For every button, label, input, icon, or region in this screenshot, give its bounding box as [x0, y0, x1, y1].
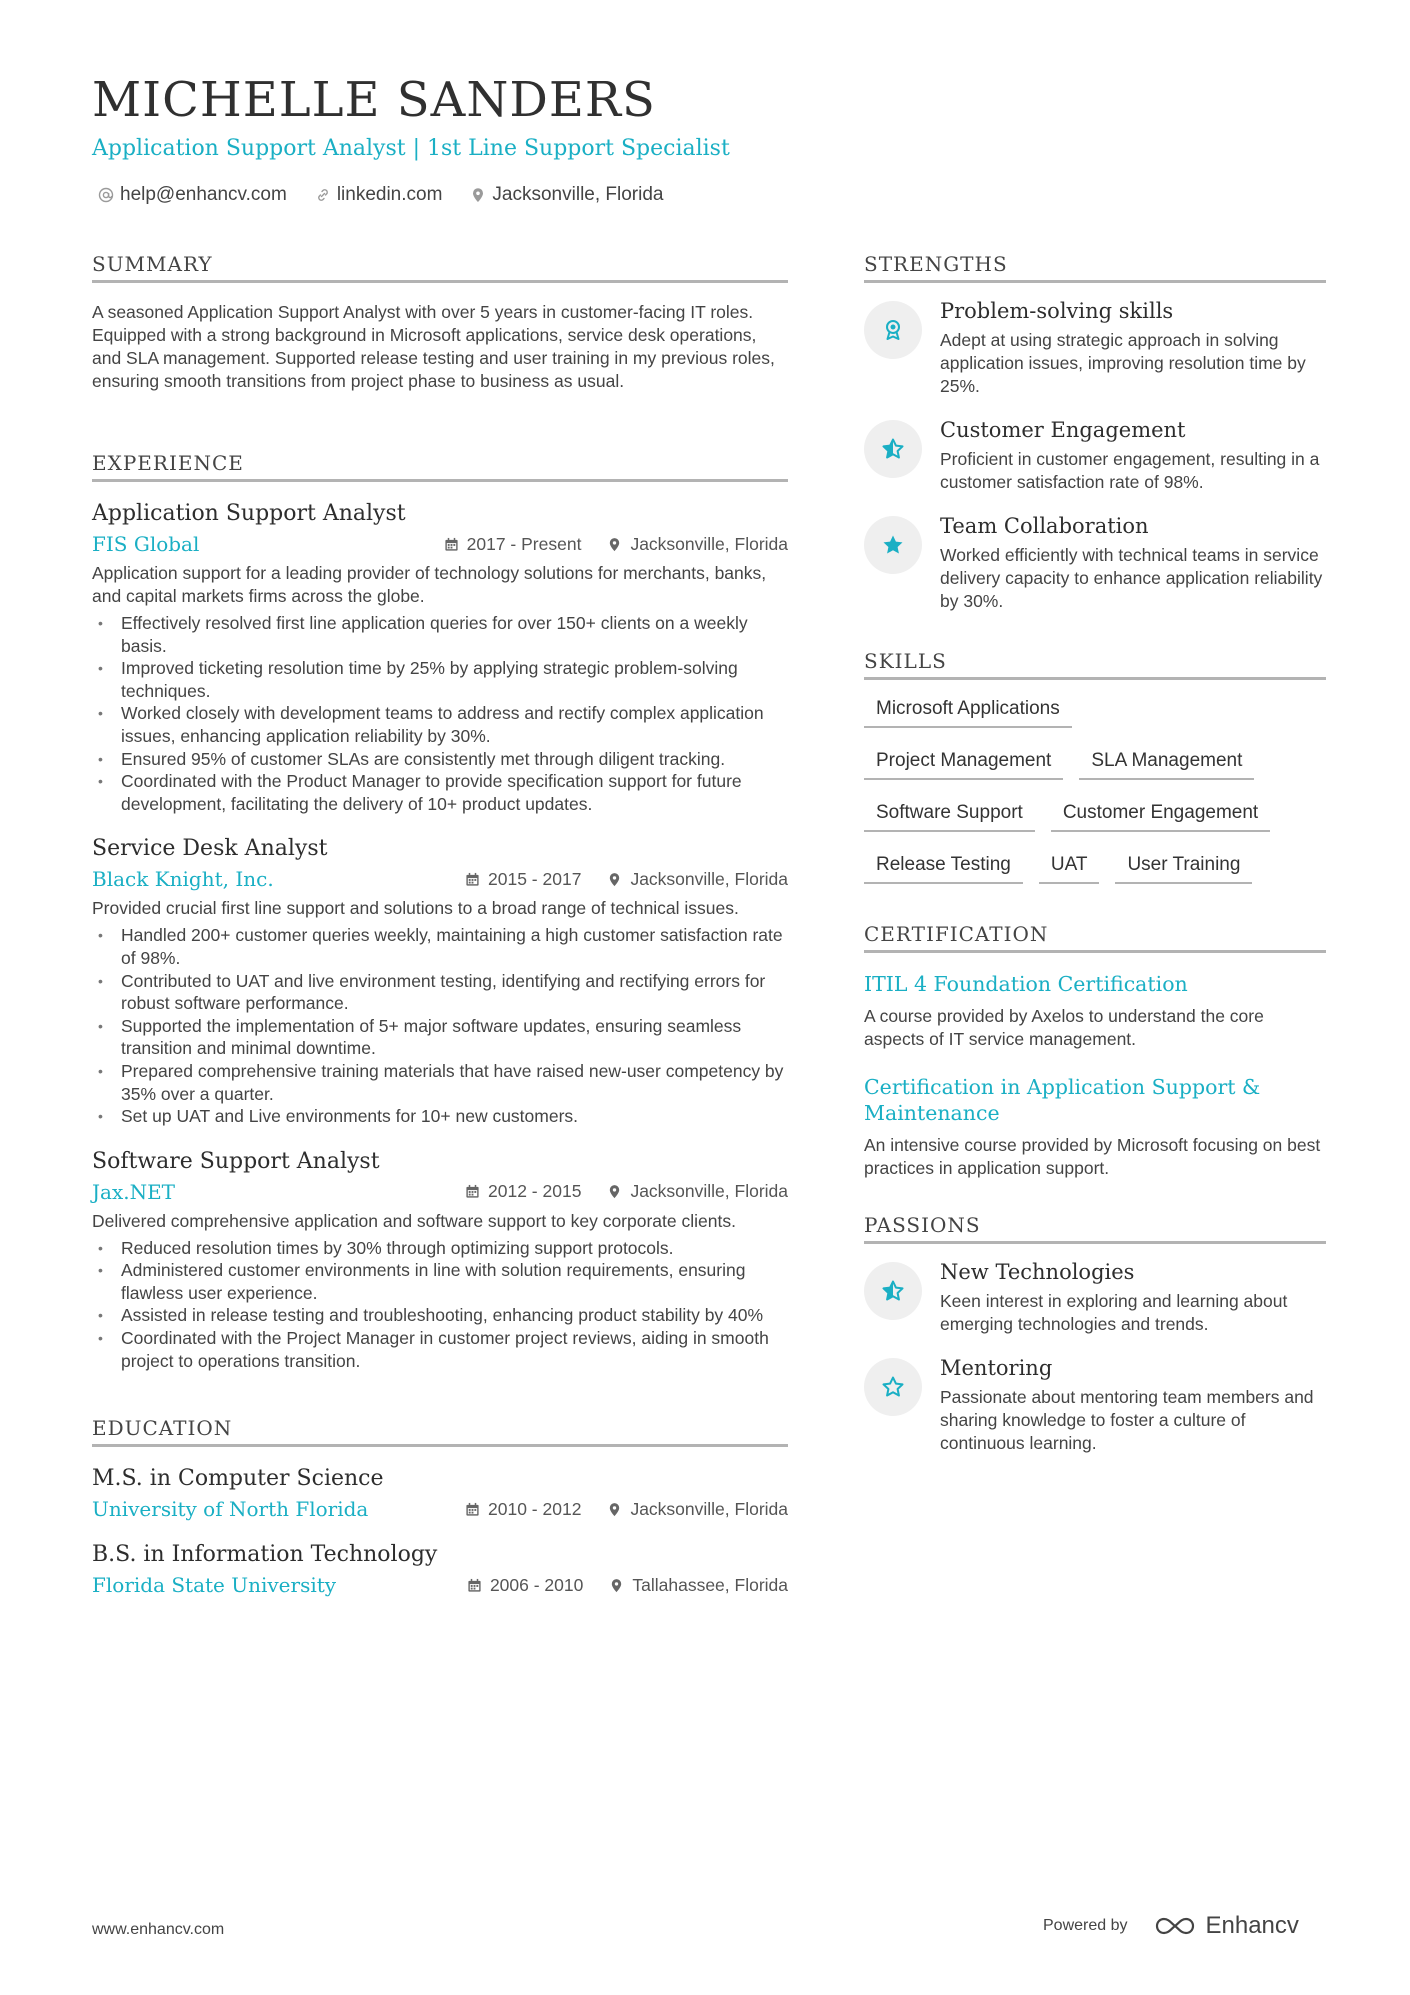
passion-title: Mentoring: [940, 1356, 1053, 1381]
enhancv-logo-text: Enhancv: [1205, 1912, 1299, 1939]
right-column: [864, 252, 1326, 1477]
star-half-icon: [881, 437, 905, 461]
education-dates: [467, 1575, 583, 1596]
company-name: FIS Global: [92, 532, 200, 556]
star-outline-icon: [881, 1375, 905, 1399]
job-entry: [92, 500, 788, 815]
job-title: Application Support Analyst: [92, 501, 406, 526]
skill-tag: UAT: [1039, 854, 1100, 884]
job-bullet: • Improved ticketing resolution time by 25% by applying strategic problem-solving techniques.: [92, 657, 788, 702]
certification-title: Certification in Application Support & Maintenance: [864, 1075, 1261, 1126]
strength-icon-badge: [864, 516, 922, 574]
certification-description: A course provided by Axelos to understand the core aspects of IT service management.: [864, 1006, 1264, 1049]
education-entry: [92, 1465, 788, 1521]
strength-description: Proficient in customer engagement, resulting in a customer satisfaction rate of 98%.: [940, 449, 1320, 492]
job-bullets: [92, 1237, 788, 1373]
strength-title: Problem-solving skills: [940, 299, 1174, 323]
job-bullet: • Prepared comprehensive training materials that have raised new-user competency by 35% over a quarter.: [92, 1060, 788, 1105]
link-icon: [315, 187, 331, 203]
contact-linkedin-text: linkedin.com: [336, 184, 443, 205]
calendar-icon: [444, 537, 459, 552]
certification-section: [864, 922, 1326, 1179]
job-bullets: [92, 924, 788, 1127]
location-pin-icon: [609, 1578, 624, 1593]
passions-section: [864, 1213, 1326, 1455]
job-dates-text: 2012 - 2015: [488, 1181, 582, 1202]
passion-title: New Technologies: [940, 1260, 1135, 1285]
job-title: Service Desk Analyst: [92, 836, 328, 862]
powered-by-label: Powered by: [1043, 1917, 1128, 1934]
strength-description: Worked efficiently with technical teams in service delivery capacity to enhance application reliability by 30%.: [940, 545, 1323, 611]
job-description: Delivered comprehensive application and software support to key corporate clients.: [92, 1210, 736, 1231]
job-dates: [465, 1181, 581, 1202]
degree-title: M.S. in Computer Science: [92, 1466, 384, 1492]
location-pin-icon: [607, 872, 622, 887]
passion-description: Keen interest in exploring and learning about emerging technologies and trends.: [940, 1291, 1288, 1335]
job-entry: [92, 835, 788, 1127]
job-location: [607, 869, 788, 890]
strength-item: [864, 516, 1326, 613]
summary-section: [92, 252, 788, 393]
summary-heading: SUMMARY: [92, 252, 788, 283]
contact-location: [470, 184, 663, 206]
certification-description: An intensive course provided by Microsoft focusing on best practices in application support.: [864, 1135, 1321, 1178]
skill-tag: Customer Engagement: [1051, 802, 1270, 832]
strength-item: [864, 301, 1326, 398]
certification-heading: CERTIFICATION: [864, 922, 1326, 953]
summary-text: A seasoned Application Support Analyst with over 5 years in customer-facing IT roles. Equipped with a strong background in Microsoft applications, service desk operations, and SLA management. Supported release testing and user training in my previous roles, ensuring smooth transitions from project phase to business as usual.: [92, 302, 775, 391]
location-pin-icon: [470, 187, 486, 203]
strength-icon-badge: [864, 420, 922, 478]
award-icon: [881, 318, 905, 342]
job-location: [607, 534, 788, 555]
job-location-text: Jacksonville, Florida: [630, 1181, 788, 1202]
job-bullet: • Reduced resolution times by 30% through optimizing support protocols.: [92, 1237, 788, 1260]
skill-tag: Project Management: [864, 750, 1063, 780]
strengths-heading: STRENGTHS: [864, 252, 1326, 283]
footer-branding: [1043, 1912, 1299, 1940]
certification-item: [864, 1074, 1326, 1179]
enhancv-logo-icon: [1152, 1914, 1198, 1938]
job-bullet: • Ensured 95% of customer SLAs are consistently met through diligent tracking.: [92, 748, 788, 771]
calendar-icon: [465, 1184, 480, 1199]
job-bullet: • Coordinated with the Product Manager to provide specification support for future development, facilitating the delivery of 10+ product updates.: [92, 770, 788, 815]
contact-email-text: help@enhancv.com: [120, 184, 287, 205]
job-entry: [92, 1148, 788, 1373]
education-heading: EDUCATION: [92, 1416, 788, 1447]
education-location-text: Jacksonville, Florida: [630, 1498, 788, 1519]
skills-section: [864, 649, 1326, 884]
company-name: Black Knight, Inc.: [92, 867, 274, 892]
skill-tag: SLA Management: [1079, 750, 1254, 780]
skill-tag: Release Testing: [864, 854, 1023, 884]
job-bullet: • Worked closely with development teams to address and rectify complex application issues, enhancing application reliability by 30%.: [92, 702, 788, 747]
education-location: [607, 1499, 788, 1520]
job-dates-text: 2017 - Present: [466, 533, 582, 554]
job-bullet: • Contributed to UAT and live environment testing, identifying and rectifying errors for robust software performance.: [92, 970, 788, 1015]
job-title: Software Support Analyst: [92, 1148, 380, 1174]
strength-item: [864, 420, 1326, 494]
skills-heading: SKILLS: [864, 649, 1326, 680]
contact-email[interactable]: [98, 184, 287, 206]
enhancv-logo[interactable]: [1152, 1912, 1299, 1940]
education-location: [609, 1575, 788, 1596]
education-dates-text: 2006 - 2010: [489, 1574, 584, 1595]
job-bullets: [92, 612, 788, 815]
passion-icon-badge: [864, 1262, 922, 1320]
star-half-icon: [881, 1279, 905, 1303]
job-location: [607, 1181, 788, 1202]
candidate-name: MICHELLE SANDERS: [92, 72, 656, 128]
degree-title: B.S. in Information Technology: [92, 1542, 438, 1568]
job-bullet: • Effectively resolved first line application queries for over 150+ clients on a weekly basis.: [92, 612, 788, 657]
left-column: [92, 252, 788, 1617]
contact-location-text: Jacksonville, Florida: [492, 184, 664, 205]
job-location-text: Jacksonville, Florida: [630, 533, 788, 554]
experience-section: [92, 451, 788, 1372]
strength-icon-badge: [864, 301, 922, 359]
job-bullet: • Administered customer environments in line with solution requirements, ensuring flawless user experience.: [92, 1259, 788, 1304]
footer-website-link[interactable]: www.enhancv.com: [92, 1921, 225, 1938]
calendar-icon: [465, 872, 480, 887]
job-bullet: • Handled 200+ customer queries weekly, maintaining a high customer satisfaction rate of 98%.: [92, 924, 788, 969]
calendar-icon: [467, 1578, 482, 1593]
location-pin-icon: [607, 1502, 622, 1517]
education-dates: [465, 1499, 581, 1520]
strengths-section: [864, 252, 1326, 613]
passion-item: [864, 1262, 1326, 1336]
job-description: Provided crucial first line support and solutions to a broad range of technical issues.: [92, 898, 739, 919]
strength-title: Customer Engagement: [940, 418, 1186, 442]
strength-title: Team Collaboration: [940, 514, 1149, 538]
education-dates-text: 2010 - 2012: [488, 1498, 582, 1519]
experience-heading: EXPERIENCE: [92, 451, 788, 482]
education-section: [92, 1416, 788, 1597]
passion-description: Passionate about mentoring team members and sharing knowledge to foster a culture of continuous learning.: [940, 1387, 1314, 1454]
job-bullet: • Set up UAT and Live environments for 10+ new customers.: [92, 1105, 788, 1128]
skill-tag: Microsoft Applications: [864, 698, 1072, 728]
strength-description: Adept at using strategic approach in solving application issues, improving resolution time by 25%.: [940, 330, 1306, 396]
passion-item: [864, 1358, 1326, 1455]
candidate-title: Application Support Analyst | 1st Line Support Specialist: [92, 136, 730, 161]
education-location-text: Tallahassee, Florida: [632, 1574, 788, 1595]
certification-item: [864, 971, 1326, 1050]
star-filled-icon: [881, 533, 905, 557]
job-bullet: • Supported the implementation of 5+ major software updates, ensuring seamless transition and minimal downtime.: [92, 1015, 788, 1060]
certification-title: ITIL 4 Foundation Certification: [864, 972, 1188, 996]
job-bullet: • Assisted in release testing and troubleshooting, enhancing product stability by 40%: [92, 1304, 788, 1327]
location-pin-icon: [607, 537, 622, 552]
school-name: University of North Florida: [92, 1497, 369, 1522]
at-icon: [98, 187, 114, 203]
job-location-text: Jacksonville, Florida: [630, 868, 788, 889]
job-description: Application support for a leading provider of technology solutions for merchants, banks, and capital markets firms across the globe.: [92, 563, 767, 606]
calendar-icon: [465, 1502, 480, 1517]
passions-heading: PASSIONS: [864, 1213, 1326, 1244]
contact-linkedin[interactable]: [315, 184, 443, 206]
job-bullet: • Coordinated with the Project Manager in customer project reviews, aiding in smooth project to operations transition.: [92, 1327, 788, 1372]
skills-list: [864, 698, 1326, 884]
passion-icon-badge: [864, 1358, 922, 1416]
education-entry: [92, 1541, 788, 1597]
contact-bar: [98, 184, 664, 206]
job-dates: [444, 534, 582, 555]
job-dates: [465, 869, 581, 890]
school-name: Florida State University: [92, 1573, 337, 1598]
skill-tag: Software Support: [864, 802, 1035, 832]
skill-tag: User Training: [1115, 854, 1252, 884]
location-pin-icon: [607, 1184, 622, 1199]
company-name: Jax.NET: [92, 1179, 176, 1204]
job-dates-text: 2015 - 2017: [488, 868, 582, 889]
